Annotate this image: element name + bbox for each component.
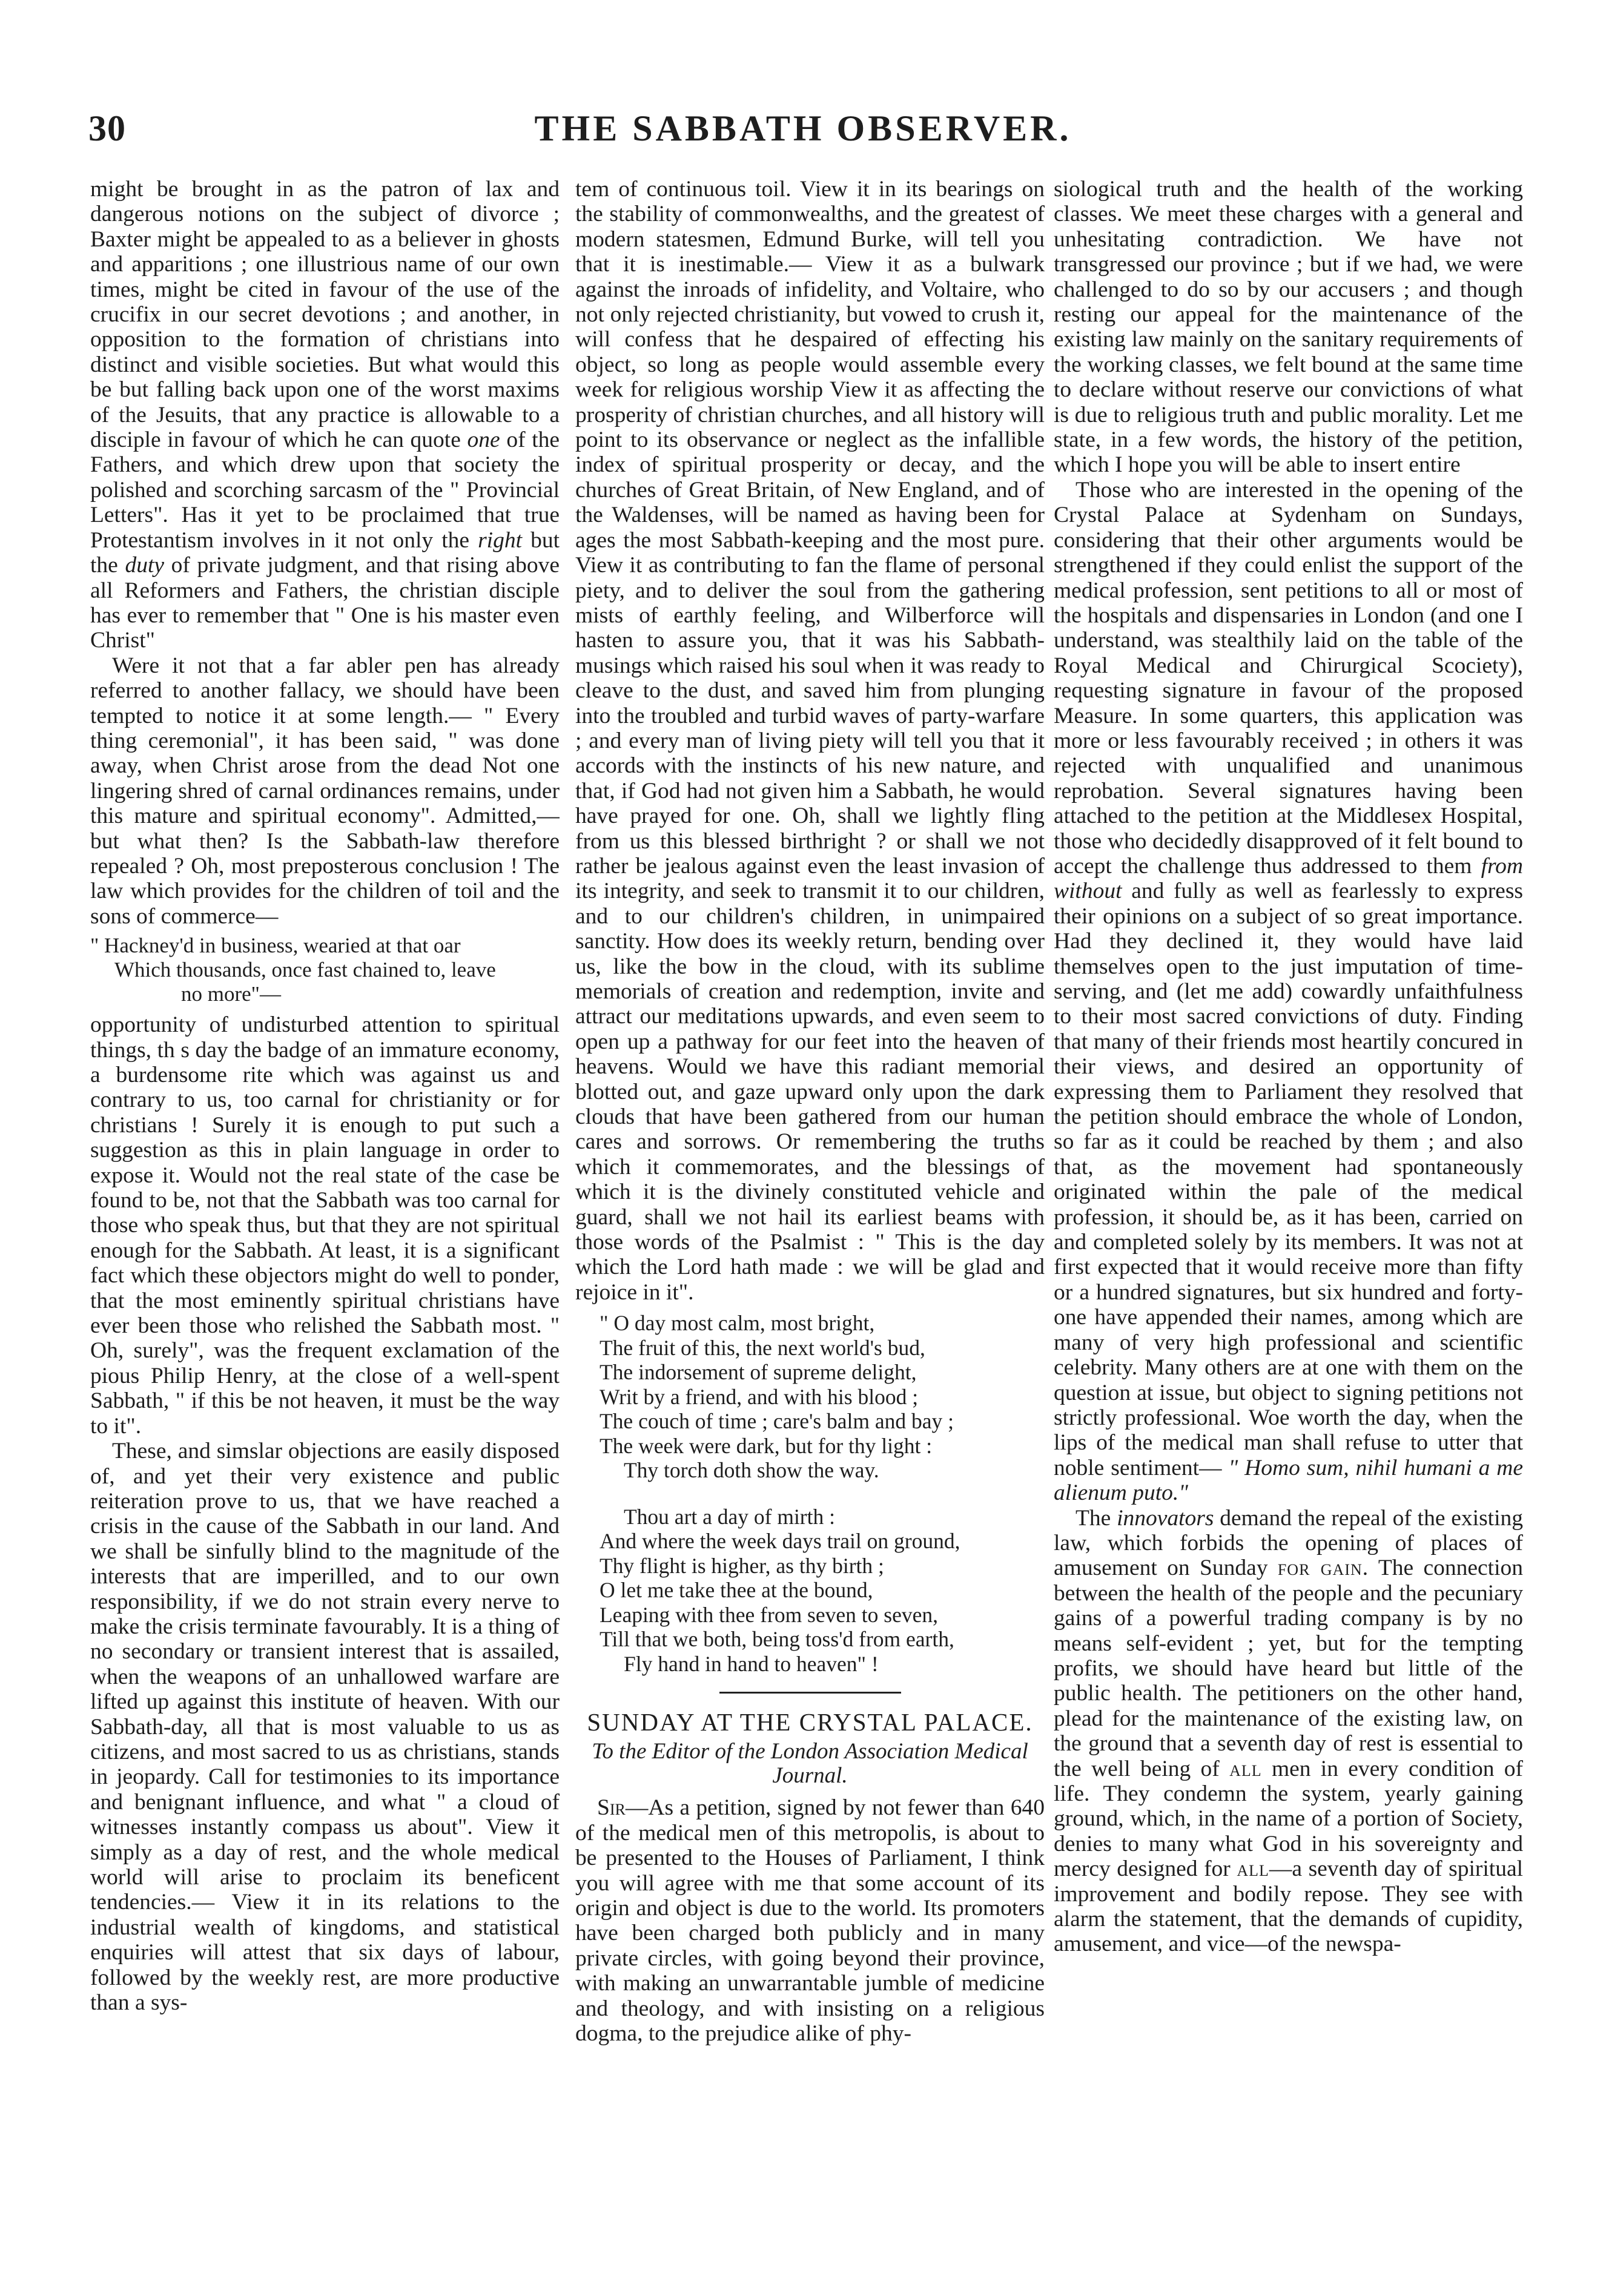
poem-line: Writ by a friend, and with his blood ; [600, 1384, 919, 1409]
poem-line: The indorsement of supreme delight, [600, 1360, 917, 1385]
poem-line: Leaping with thee from seven to seven, [600, 1602, 938, 1627]
small-caps-run: all [1237, 1856, 1269, 1882]
text-run: The [1076, 1505, 1111, 1531]
page-header [88, 108, 1518, 156]
poem-line: Thou art a day of mirth : [624, 1504, 835, 1529]
poem-line: Thy torch doth show the way. [624, 1458, 879, 1483]
text-run: but the [90, 527, 560, 578]
paragraph: tem of continuous toil. View it in its bearings on the stability of commonwealths, and the greatest of modern statesmen, Edmund Burke, will tell you that it is inestimable.— View it as a bulwark against the inroads of infidelity, and Voltaire, who not only rejected christianity, but vowed to crush it, will confess that he despaired of effecting his object, so long as people would assemble every week for religious worship View it as affecting the prosperity of christian churches, and all history will point to its observance or neglect as the infallible index of spiritual prosperity or decay, and the churches of Great Britain, of New England, and of the Waldenses, will be named as having been for ages the most Sabbath-keeping and the most pure. View it as contributing to fan the flame of personal piety, and to deliver the soul from the gathering mists of earthly feeling, and Wilberforce will hasten to assure you, that it was his Sabbath-musings which raised his soul when it was ready to cleave to the dust, and saved him from plunging into the troubled and turbid waves of party-warfare ; and every man of living piety will tell you that it accords with the instincts of his new nature, and that, if God had not given him a Sabbath, he would have prayed for one. Oh, shall we lightly fling from us this blessed birthright ? or shall we not rather be jealous against even the least invasion of its integrity, and seek to transmit it to our children, and to our children's children, in unimpaired sanctity. How does its weekly return, bending over us, like the bow in the cloud, with its sublime memorials of creation and redemption, invite and attract our meditations upwards, and even seem to open up a pathway for our feet into the heaven of heavens. Would we have this radiant memorial blotted out, and gaze upward only upon the dark clouds that have been gathered from our human cares and sorrows. Or remembering the truths which it commemorates, and the blessings of which it is the divinely constituted vehicle and guard, shall we not hail its earliest beams with those words of the Psalmist : " This is the day which the Lord hath made : we will be glad and rejoice in it". [575, 177, 1045, 1305]
section-subheading: To the Editor of the London Association Medical Journal. [592, 1739, 1028, 1789]
text-run: —As a petition, signed by not fewer than 640 of the medical men of this metropolis, is about to be presented to the Houses of Parliament, I think you will agree with me that some account of its origin and object is due to the world. Its promoters have been charged both publicly and in many private circles, with going beyond their province, with making an unwarrantable jumble of medicine and theology, and with insisting on a religious dogma, to the prejudice alike of phy- [575, 1795, 1045, 2046]
poem-line: Fly hand in hand to heaven" ! [624, 1651, 879, 1676]
latin-quote: " Homo sum, nihil humani a me alienum puto." [1054, 1455, 1523, 1506]
text-run: men in every condition of life. They condemn the system, yearly gaining ground, which, in the name of a portion of Society, denies to many what God in his sovereignty and mercy designed for [1054, 1756, 1523, 1882]
italic-run: duty [125, 553, 165, 578]
poem-line: The fruit of this, the next world's bud, [600, 1335, 925, 1360]
column-2 [575, 177, 1045, 2260]
stanza-break [600, 1483, 1045, 1505]
text-run: demand the repeal of the existing law, which forbids the opening of places of amusement on Sunday [1054, 1505, 1523, 1581]
text-run: Those who are interested in the opening of the Crystal Palace at Sydenham on Sundays, considering that their other arguments would be strengthened if they could enlist the support of the medical profession, sent petitions to all or most of the hospitals and dispensaries in London (and one I understand, was stealthily laid on the table of the Royal Medical and Chirurgical Scociety), requesting signature in favour of the proposed Measure. In some quarters, this application was more or less favourably received ; in others it was rejected with unqualified and unanimous reprobation. Several signatures having been attached to the petition at the Middlesex Hospital, those who decidedly disapproved of it felt bound to accept the challenge thus addressed to them [1054, 477, 1523, 879]
paragraph: Were it not that a far abler pen has already referred to another fallacy, we should have been tempted to notice it at some length.— " Every thing ceremonial", it has been said, " was done away, when Christ arose from the dead Not one lingering shred of carnal ordinances remains, under this mature and spiritual economy". Admitted,—but what then? Is the Sabbath-law therefore repealed ? Oh, most preposterous conclusion ! The law which provides for the children of toil and the sons of commerce— [90, 653, 560, 929]
italic-run: one [467, 427, 500, 453]
paragraph: opportunity of undisturbed attention to spiritual things, th s day the badge of an immature economy, a burdensome rite which was against us and contrary to us, too carnal for christianity or for christians ! Surely it is enough to put such a suggestion as this in plain language in order to expose it. Would not the real state of the case be found to be, not that the Sabbath was too carnal for those who speak thus, but that they are not spiritual enough for the Sabbath. At least, it is a significant fact which these objectors might do well to ponder, that the most eminently spiritual christians have ever been those who relished the Sabbath most. " Oh, surely", was the frequent exclamation of the pious Philip Henry, at the close of a well-spent Sabbath, " if this be not heaven, it must be the way to it". [90, 1012, 560, 1439]
section-heading: SUNDAY AT THE CRYSTAL PALACE. [587, 1708, 1033, 1737]
column-3 [1054, 177, 1523, 2260]
quote-line: Which thousands, once fast chained to, leave [114, 958, 496, 982]
small-caps-run: for gain. [1277, 1555, 1369, 1581]
italic-run: right [478, 527, 523, 553]
poem-line: " O day most calm, most bright, [600, 1311, 875, 1336]
paragraph [90, 177, 560, 653]
paragraph: These, and simslar objections are easily disposed of, and yet their very existence and public reiteration prove to us, that we have reached a crisis in the cause of the Sabbath in our land. And we shall be sinfully blind to the magnitude of the interests that are imperilled, and to our own responsibility, if we do not strain every nerve to make the crisis terminate favourably. It is a thing of no secondary or transient interest that is assailed, when the weapons of an unhallowed warfare are lifted up against this institute of heaven. With our Sabbath-day, all that is most valuable to us as citizens, and most sacred to us as christians, stands in jeopardy. Call for testimonies to its importance and benignant influence, and what " a cloud of witnesses instantly compass us about". View it simply as a day of rest, and the whole medical world will arise to proclaim its beneficent tendencies.— View it in its relations to the industrial wealth of kingdoms, and statistical enquiries will attest that six days of labour, followed by the weekly rest, are more productive than a sys- [90, 1439, 560, 2016]
poem-line: Till that we both, being toss'd from earth, [600, 1627, 954, 1652]
poem-line: O let me take thee at the bound, [600, 1578, 873, 1603]
salutation: Sir [597, 1795, 626, 1821]
text-run: —a seventh day of spiritual improvement and bodily repose. They see with alarm the statement, that the demands of cupidity, amusement, and vice—of the newspa- [1054, 1856, 1523, 1957]
section-divider [719, 1692, 901, 1694]
small-caps-run: all [1229, 1756, 1262, 1781]
poem-line: Thy flight is higher, as thy birth ; [600, 1553, 884, 1578]
poem-line: The couch of time ; care's balm and bay ; [600, 1409, 954, 1434]
italic-run: innovators [1117, 1505, 1214, 1531]
text-run: and fully as well as fearlessly to express their opinions on a subject of so great importance. Had they declined it, they would have laid themselves open to the just imputation of time-serving, and (let me add) cowardly unfaithfulness to their most sacred convictions of duty. Finding that many of their friends most heartily concured in their views, and desired an opportunity of expressing them to Parliament they resolved that the petition should embrace the whole of London, so far as it could be reached by them ; and also that, as the movement had spontaneously originated within the pale of the medical profession, it should be, as it has been, carried on and completed solely by its members. It was not at first expected that it would receive more than fifty or a hundred signatures, but six hundred and forty-one have appended their names, among which are many of very high professional and scientific celebrity. Many others are at one with them on the question at issue, but object to signing petitions not strictly professional. Woe worth the day, when the lips of the medical man shall refuse to utter that noble sentiment— [1054, 879, 1523, 1480]
block-quote [90, 934, 560, 1006]
running-title: THE SABBATH OBSERVER. [534, 108, 1072, 148]
italic-run: from without [1054, 853, 1523, 904]
quote-line: " Hackney'd in business, wearied at that oar [90, 934, 461, 958]
quote-line: no more"— [181, 982, 281, 1006]
poem [600, 1311, 1045, 1676]
paragraph [1054, 1506, 1523, 1957]
poem-line: The week were dark, but for thy light : [600, 1433, 933, 1458]
text-run: might be brought in as the patron of lax and dangerous notions on the subject of divorce ; Baxter might be appealed to as a believer in ghosts and apparitions ; one illustrious name of our own times, might be cited in favour of the use of the crucifix in our secret devotions ; and another, in opposition to the formation of christians into distinct and visible societies. But what would this be but falling back upon one of the worst maxims of the Jesuits, that any practice is allowable to a disciple in favour of which he can quote [90, 177, 560, 453]
column-1 [90, 177, 560, 2260]
paragraph: siological truth and the health of the working classes. We meet these charges with a general and unhesitating contradiction. We have not transgressed our province ; but if we had, we were challenged to do so by our accusers ; and though resting our appeal for the maintenance of the existing law mainly on the sanitary requirements of the working classes, we felt bound at the same time to declare without reserve our convictions of what is due to religious truth and public morality. Let me state, in a few words, the history of the petition, which I hope you will be able to insert entire [1054, 177, 1523, 478]
page-number: 30 [88, 108, 126, 148]
text-run: of private judgment, and that rising above all Reformers and Fathers, the christian disciple has ever to remember that " One is his master even Christ" [90, 553, 560, 653]
paragraph [1054, 478, 1523, 1506]
poem-line: And where the week days trail on ground, [600, 1529, 960, 1554]
text-run: of the Fathers, and which drew upon that society the polished and scorching sarcasm of the " Provincial Letters". Has it yet to be proclaimed that true Protestantism involves in it not only the [90, 427, 560, 553]
text-run: The connection between the health of the people and the pecuniary gains of a powerful trading company is by no means self-evident ; yet, but for the tempting profits, we should have heard but little of the public health. The petitioners on the other hand, plead for the maintenance of the existing law, on the ground that a seventh day of rest is essential to the well being of [1054, 1555, 1523, 1781]
paragraph [575, 1795, 1045, 2046]
